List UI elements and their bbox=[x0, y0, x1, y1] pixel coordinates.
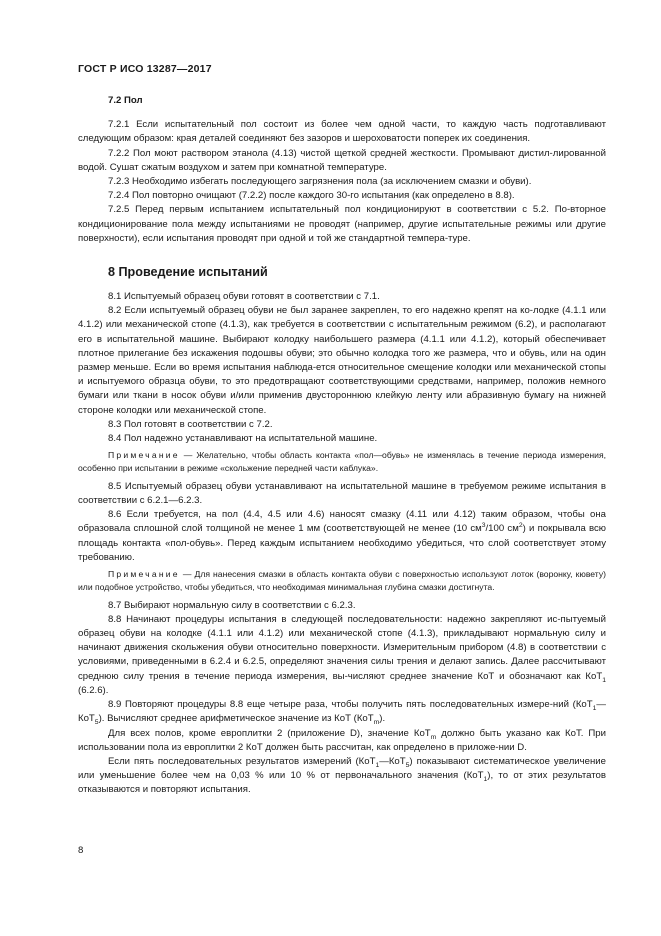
note-1 bbox=[78, 449, 606, 475]
p811-part-c: ) показывают систематическое увеличение или уменьшение более чем на 0,03 % или 10 % от первоначального значения (КоТ bbox=[78, 755, 606, 782]
section-heading-8: 8 Проведение испытаний bbox=[108, 265, 268, 280]
p810-part-a: Для всех полов, кроме европлитки 2 (приложение D), значение КоТ bbox=[108, 727, 431, 739]
p88-part-b: (6.2.6). bbox=[78, 684, 109, 696]
note-1-text: — Желательно, чтобы область контакта «пол—обувь» не изменялась в течение периода измерения, особенно при испытании в режиме «скольжение передней части каблука». bbox=[78, 450, 606, 474]
document-body bbox=[78, 94, 606, 798]
paragraph-8-9-euro-tile bbox=[78, 727, 606, 755]
p811-part-a: Если пять последовательных результатов измерений (КоТ bbox=[108, 755, 376, 767]
p86-sup-1: 3 bbox=[481, 522, 486, 530]
p88-part-a: 8.8 Начинают процедуры испытания в следующей последовательности: надежно закрепляют ис-пытуемый образец обуви на колодке (4.1.1 или 4.1.2) или механической стопе (4.1.3), прикладывают нормальную силу и начинают движения скольжения обуви относительно поверхности. Измерительным прибором (4.8) в соответствии с условиями, приведенными в 6.2.4 и 6.2.5, определяют значения силы трения и делают запись. Далее рассчитывают среднюю силу трения в течение периода измерения, вы-числяют среднее значение КоТ и обозначают как КоТ bbox=[78, 613, 606, 682]
paragraph-8-2: 8.2 Если испытуемый образец обуви не был заранее закреплен, то его надежно крепят на ко-лодке (4.1.1 или 4.1.2) или механической стопе (4.1.3), как требуется в соответствии с испытательным режимом (6.2), и располагают его в испытательной машине. Выбирают колодку наибольшего размера (4.1.1 или 4.1.2), который обеспечивает плотное прилегание без искажения подошвы обуви; это обычно колодка того же размера, что и обувь, или на один размер меньше. Если во время испытания наблюда-ется относительное смещение колодки или механической стопы и испытуемого образца обуви, то это предотвращают соответствующими средствами, например, положив немного бумаги или ткани в носок обуви и/или применив двустороннюю клейкую ленту или абразивную бумагу на нижней стороне колодки или механической стопе. bbox=[78, 305, 606, 416]
paragraph-8-9-systematic bbox=[78, 755, 606, 798]
paragraph-7-2-2: 7.2.2 Пол моют раствором этанола (4.13) чистой щеткой средней жесткости. Промывают дистил-лированной водой. Сушат сжатым воздухом и затем при комнатной температуре. bbox=[78, 147, 606, 173]
paragraph-8-5: 8.5 Испытуемый образец обуви устанавливают на испытательной машине в требуемом режиме испытания в соответствии с 6.2.1—6.2.3. bbox=[78, 480, 606, 507]
paragraph-8-4: 8.4 Пол надежно устанавливают на испытательной машине. bbox=[108, 433, 378, 445]
paragraph-7-2-1: 7.2.1 Если испытательный пол состоит из более чем одной части, то каждую часть подготавливают следующим образом: края деталей соединяют без зазоров и шероховатости поперек их соединения. bbox=[78, 119, 606, 145]
paragraph-8-3: 8.3 Пол готовят в соответствии с 7.2. bbox=[108, 418, 273, 430]
p89-part-a: 8.9 Повторяют процедуры 8.8 еще четыре раза, чтобы получить пять последовательных измере-ний (КоТ bbox=[108, 699, 593, 711]
note-1-label: Примечание bbox=[108, 450, 180, 461]
paragraph-8-8 bbox=[78, 613, 606, 698]
p89-part-c: ). Вычисляют среднее арифметическое значение из КоТ (КоТ bbox=[98, 713, 374, 725]
paragraph-8-6 bbox=[78, 508, 606, 565]
p89-sub-2: 5 bbox=[94, 719, 99, 727]
p810-sub: m bbox=[430, 733, 437, 741]
p811-sub-1: 1 bbox=[375, 761, 380, 769]
paragraph-7-2-3: 7.2.3 Необходимо избегать последующего загрязнения пола (за исключением смазки и обуви). bbox=[108, 176, 532, 188]
paragraph-8-9 bbox=[78, 698, 606, 726]
p89-sub-3: m bbox=[373, 719, 380, 727]
p811-sub-3: 1 bbox=[483, 776, 488, 784]
p86-sup-2: 2 bbox=[518, 522, 523, 530]
p810-part-b: должно быть указано как КоТ. При использовании пола из европлитки 2 КоТ должен быть рассчитан, как определено в приложе-нии D. bbox=[78, 727, 606, 753]
paragraph-8-7: 8.7 Выбирают нормальную силу в соответствии с 6.2.3. bbox=[108, 599, 356, 611]
standard-header: ГОСТ Р ИСО 13287—2017 bbox=[78, 63, 212, 75]
page-number: 8 bbox=[78, 845, 84, 856]
paragraph-7-2-5: 7.2.5 Перед первым испытанием испытательный пол кондиционируют в соответствии с 5.2. По-вторное кондиционирование пола между испытаниями не проводят (например, другие испытательные режимы или другие поверхности), если испытания проводят при одной и той же стандартной темпера-туре. bbox=[78, 204, 606, 244]
p89-sub-1: 1 bbox=[592, 705, 597, 712]
paragraph-7-2-4: 7.2.4 Пол повторно очищают (7.2.2) после каждого 30-го испытания (как определено в 8.8). bbox=[108, 190, 515, 202]
p89-part-d: ). bbox=[379, 713, 386, 725]
p86-part-a: 8.6 Если требуется, на пол (4.4, 4.5 или 4.6) наносят смазку (4.11 или 4.12) таким образом, чтобы она образовала сплошной слой толщиной не менее 1 мм (соответствующей не менее (10 см bbox=[78, 509, 606, 535]
note-2-label: Примечание bbox=[108, 569, 180, 580]
p811-part-d: ), то от этих результатов отказываются и повторяют испытания. bbox=[78, 770, 606, 796]
note-2-text: — Для нанесения смазки в область контакта обуви с поверхностью используют лоток (воронку, кювету) или подобное устройство, чтобы убедиться, что необходимая минимальная глубина смазки достигнута. bbox=[78, 569, 606, 592]
p86-part-b: /100 см bbox=[485, 523, 519, 535]
p88-sub: 1 bbox=[602, 676, 606, 684]
paragraph-8-1: 8.1 Испытуемый образец обуви готовят в соответствии с 7.1. bbox=[108, 291, 380, 303]
p811-sub-2: 5 bbox=[405, 761, 410, 769]
note-2 bbox=[78, 568, 606, 594]
p89-part-b: —КоТ bbox=[78, 699, 606, 725]
p86-part-c: ) и покрывала всю площадь контакта «пол-обувь». Перед каждым испытанием необходимо убедиться, что слой соответствует этому требованию. bbox=[78, 523, 607, 563]
p811-part-b: —КоТ bbox=[379, 755, 406, 767]
section-heading-7-2: 7.2 Пол bbox=[108, 95, 143, 106]
